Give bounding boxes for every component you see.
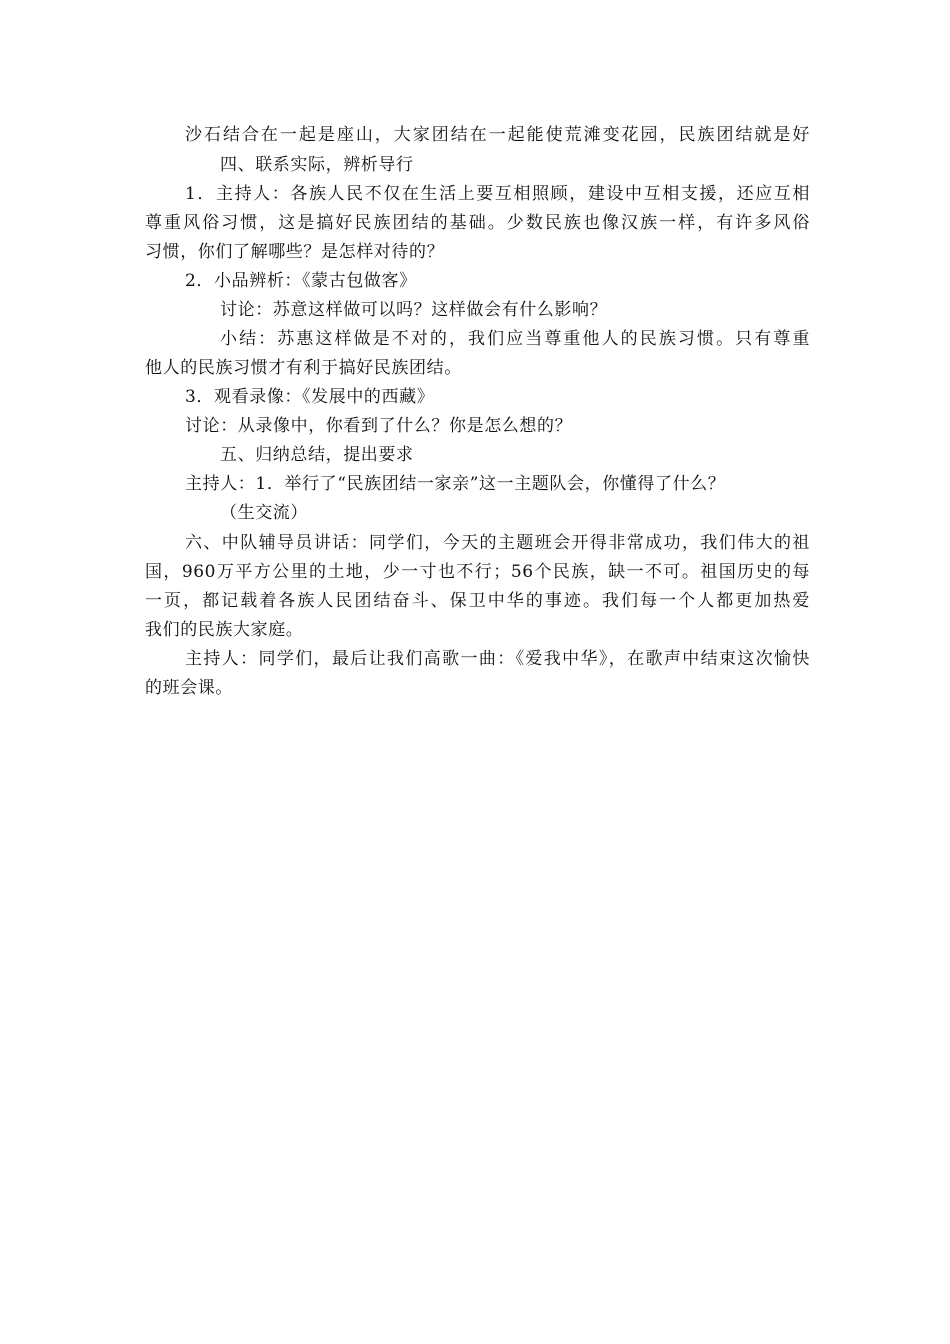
paragraph-line: 小结：苏惠这样做是不对的，我们应当尊重他人的民族习惯。只有尊重 — [220, 329, 810, 349]
paragraph-line: 六、中队辅导员讲话：同学们，今天的主题班会开得非常成功，我们伟大的祖 — [185, 533, 810, 553]
paragraph-line: 一页，都记载着各族人民团结奋斗、保卫中华的事迹。我们每一个人都更加热爱 — [145, 591, 810, 611]
paragraph-line: 主持人：1．举行了“民族团结一家亲”这一主题队会，你懂得了什么？ — [185, 474, 726, 494]
paragraph-line: 2．小品辨析：《蒙古包做客》 — [185, 271, 417, 291]
paragraph-line: 3．观看录像：《发展中的西藏》 — [185, 387, 435, 407]
paragraph-line: 沙石结合在一起是座山，大家团结在一起能使荒滩变花园，民族团结就是好 — [185, 125, 810, 145]
paragraph-line: 讨论：从录像中，你看到了什么？你是怎么想的？ — [185, 416, 573, 436]
paragraph-line: 的班会课。 — [145, 678, 233, 698]
paragraph-line: 他人的民族习惯才有利于搞好民族团结。 — [145, 358, 462, 378]
paragraph-line: 1．主持人：各族人民不仅在生活上要互相照顾，建设中互相支援，还应互相 — [185, 184, 810, 204]
paragraph-line: 习惯，你们了解哪些？是怎样对待的？ — [145, 242, 445, 262]
paragraph-line: 主持人：同学们，最后让我们高歌一曲：《爱我中华》，在歌声中结束这次愉快 — [185, 649, 810, 669]
section-heading: 五、归纳总结，提出要求 — [220, 445, 414, 465]
paragraph-line: 国，960万平方公里的土地，少一寸也不行；56个民族，缺一不可。祖国历史的每 — [145, 562, 810, 582]
paragraph-line: 讨论：苏意这样做可以吗？这样做会有什么影响？ — [220, 300, 608, 320]
paragraph-line: （生交流） — [220, 503, 308, 523]
section-heading: 四、联系实际，辨析导行 — [220, 155, 414, 175]
paragraph-line: 我们的民族大家庭。 — [145, 620, 304, 640]
paragraph-line: 尊重风俗习惯，这是搞好民族团结的基础。少数民族也像汉族一样，有许多风俗 — [145, 213, 810, 233]
